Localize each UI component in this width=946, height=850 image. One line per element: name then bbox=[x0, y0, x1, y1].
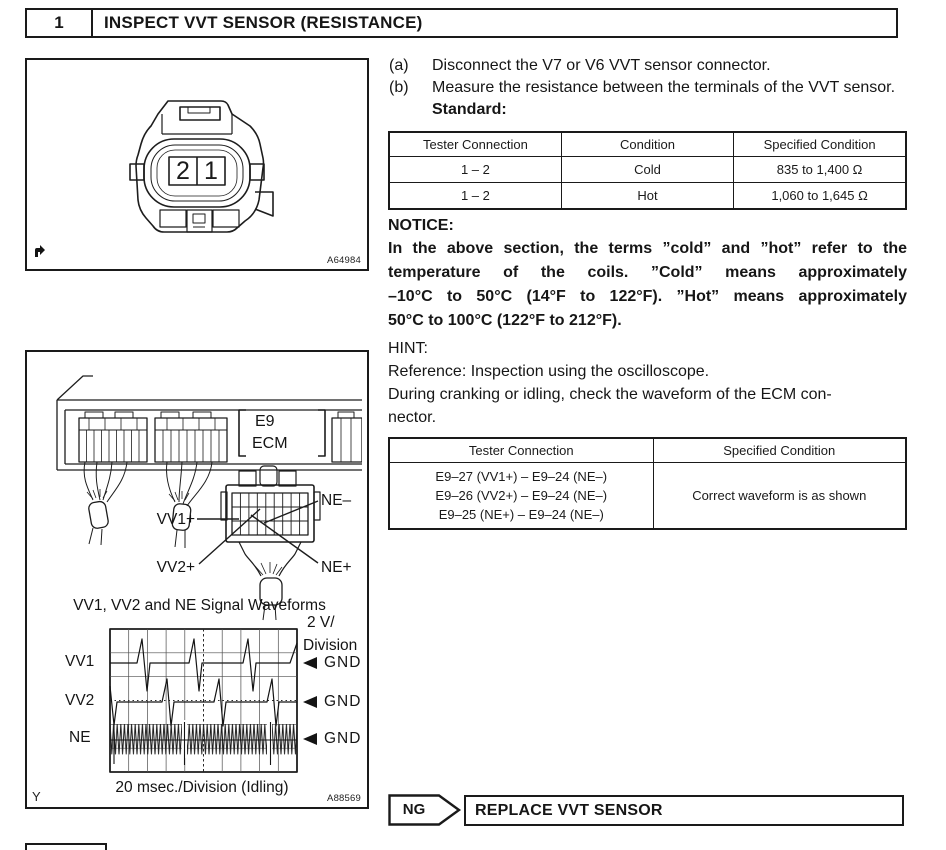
procedure-text-column bbox=[388, 55, 907, 530]
connection-line: E9–26 (VV2+) – E9–24 (NE–) bbox=[435, 488, 608, 503]
instruction-b-label: (b) bbox=[389, 79, 409, 96]
pin-label-ne-plus: NE+ bbox=[321, 559, 352, 576]
col-header: Condition bbox=[561, 132, 733, 157]
pin-label-vv1: VV1+ bbox=[156, 511, 195, 528]
gnd-arrow-icon bbox=[303, 696, 317, 708]
step-number: 1 bbox=[27, 10, 93, 36]
trace-label-vv1: VV1 bbox=[65, 653, 95, 670]
standard-label: Standard: bbox=[432, 101, 507, 118]
ecm-label-line1: E9 bbox=[255, 413, 275, 430]
col-header: Tester Connection bbox=[389, 438, 653, 463]
next-step-box bbox=[25, 843, 107, 850]
gnd-label: GND bbox=[324, 693, 362, 710]
corner-glyph-icon bbox=[35, 245, 45, 257]
cell-specified-condition: Correct waveform is as shown bbox=[653, 463, 906, 530]
ng-result-row bbox=[388, 794, 904, 826]
cell-tester-connections bbox=[389, 463, 653, 530]
resistance-table bbox=[388, 131, 907, 210]
step-title: INSPECT VVT SENSOR (RESISTANCE) bbox=[104, 13, 423, 32]
table-header-row bbox=[389, 438, 906, 463]
notice-paragraph bbox=[388, 237, 907, 333]
ng-label: NG bbox=[402, 801, 426, 818]
notice-label: NOTICE: bbox=[388, 217, 454, 234]
col-header: Specified Condition bbox=[734, 132, 906, 157]
figure-id: A88569 bbox=[327, 793, 361, 804]
table-row bbox=[389, 183, 906, 210]
terminal-2-label: 2 bbox=[176, 157, 190, 185]
ecm-label-line2: ECM bbox=[252, 435, 288, 452]
ng-flag bbox=[388, 794, 464, 826]
pin-label-ne-minus: NE– bbox=[321, 492, 352, 509]
waveform-table bbox=[388, 437, 907, 530]
col-header: Tester Connection bbox=[389, 132, 561, 157]
hint-reference: Reference: Inspection using the oscilloscope. bbox=[388, 363, 710, 380]
gnd-arrow-icon bbox=[303, 657, 317, 669]
terminal-1-label: 1 bbox=[204, 157, 218, 185]
ng-action: REPLACE VVT SENSOR bbox=[464, 795, 904, 826]
cell-tester-connection: 1 – 2 bbox=[389, 183, 561, 210]
instruction-a-label: (a) bbox=[389, 57, 409, 74]
connection-line: E9–25 (NE+) – E9–24 (NE–) bbox=[438, 507, 604, 522]
instruction-a bbox=[388, 55, 907, 77]
cell-condition: Hot bbox=[561, 183, 733, 210]
cell-specified-condition: 1,060 to 1,645 Ω bbox=[734, 183, 906, 210]
volt-scale-line2: Division bbox=[303, 637, 358, 654]
notice-line: –10°C to 50°C (14°F to 122°F). ”Hot” means approximately bbox=[388, 288, 907, 305]
cell-specified-condition: 835 to 1,400 Ω bbox=[734, 157, 906, 183]
cell-tester-connection: 1 – 2 bbox=[389, 157, 561, 183]
notice-line: In the above section, the terms ”cold” and ”hot” refer to the bbox=[388, 240, 907, 257]
notice-line: 50°C to 100°C (122°F to 212°F). bbox=[388, 312, 622, 329]
figure-ecm-waveform bbox=[25, 350, 369, 809]
waveform-caption: VV1, VV2 and NE Signal Waveforms bbox=[73, 597, 326, 614]
instruction-b-text: Measure the resistance between the terminals of the VVT sensor. bbox=[432, 79, 896, 96]
trace-label-ne: NE bbox=[69, 729, 91, 746]
step-header bbox=[25, 8, 898, 38]
table-row bbox=[389, 157, 906, 183]
volt-scale-line1: 2 V/ bbox=[307, 614, 335, 631]
figure-id: A64984 bbox=[327, 255, 361, 266]
table-header-row bbox=[389, 132, 906, 157]
time-scale-caption: 20 msec./Division (Idling) bbox=[115, 779, 289, 796]
gnd-arrow-icon bbox=[303, 733, 317, 745]
gnd-label: GND bbox=[324, 730, 362, 747]
page-corner-label: Y bbox=[32, 789, 41, 804]
trace-label-vv2: VV2 bbox=[65, 692, 95, 709]
connection-line: E9–27 (VV1+) – E9–24 (NE–) bbox=[435, 469, 608, 484]
pin-label-vv2: VV2+ bbox=[156, 559, 195, 576]
hint-label: HINT: bbox=[388, 340, 428, 357]
notice-line: temperature of the coils. ”Cold” means approximately bbox=[388, 264, 907, 281]
hint-text-line: During cranking or idling, check the waveform of the ECM con- bbox=[388, 386, 832, 403]
cell-condition: Cold bbox=[561, 157, 733, 183]
instruction-a-text: Disconnect the V7 or V6 VVT sensor connector. bbox=[432, 57, 771, 74]
instruction-b bbox=[388, 77, 907, 99]
col-header: Specified Condition bbox=[653, 438, 906, 463]
hint-text-line: nector. bbox=[388, 409, 437, 426]
table-row bbox=[389, 463, 906, 530]
gnd-label: GND bbox=[324, 654, 362, 671]
figure-vvt-connector bbox=[25, 58, 369, 271]
